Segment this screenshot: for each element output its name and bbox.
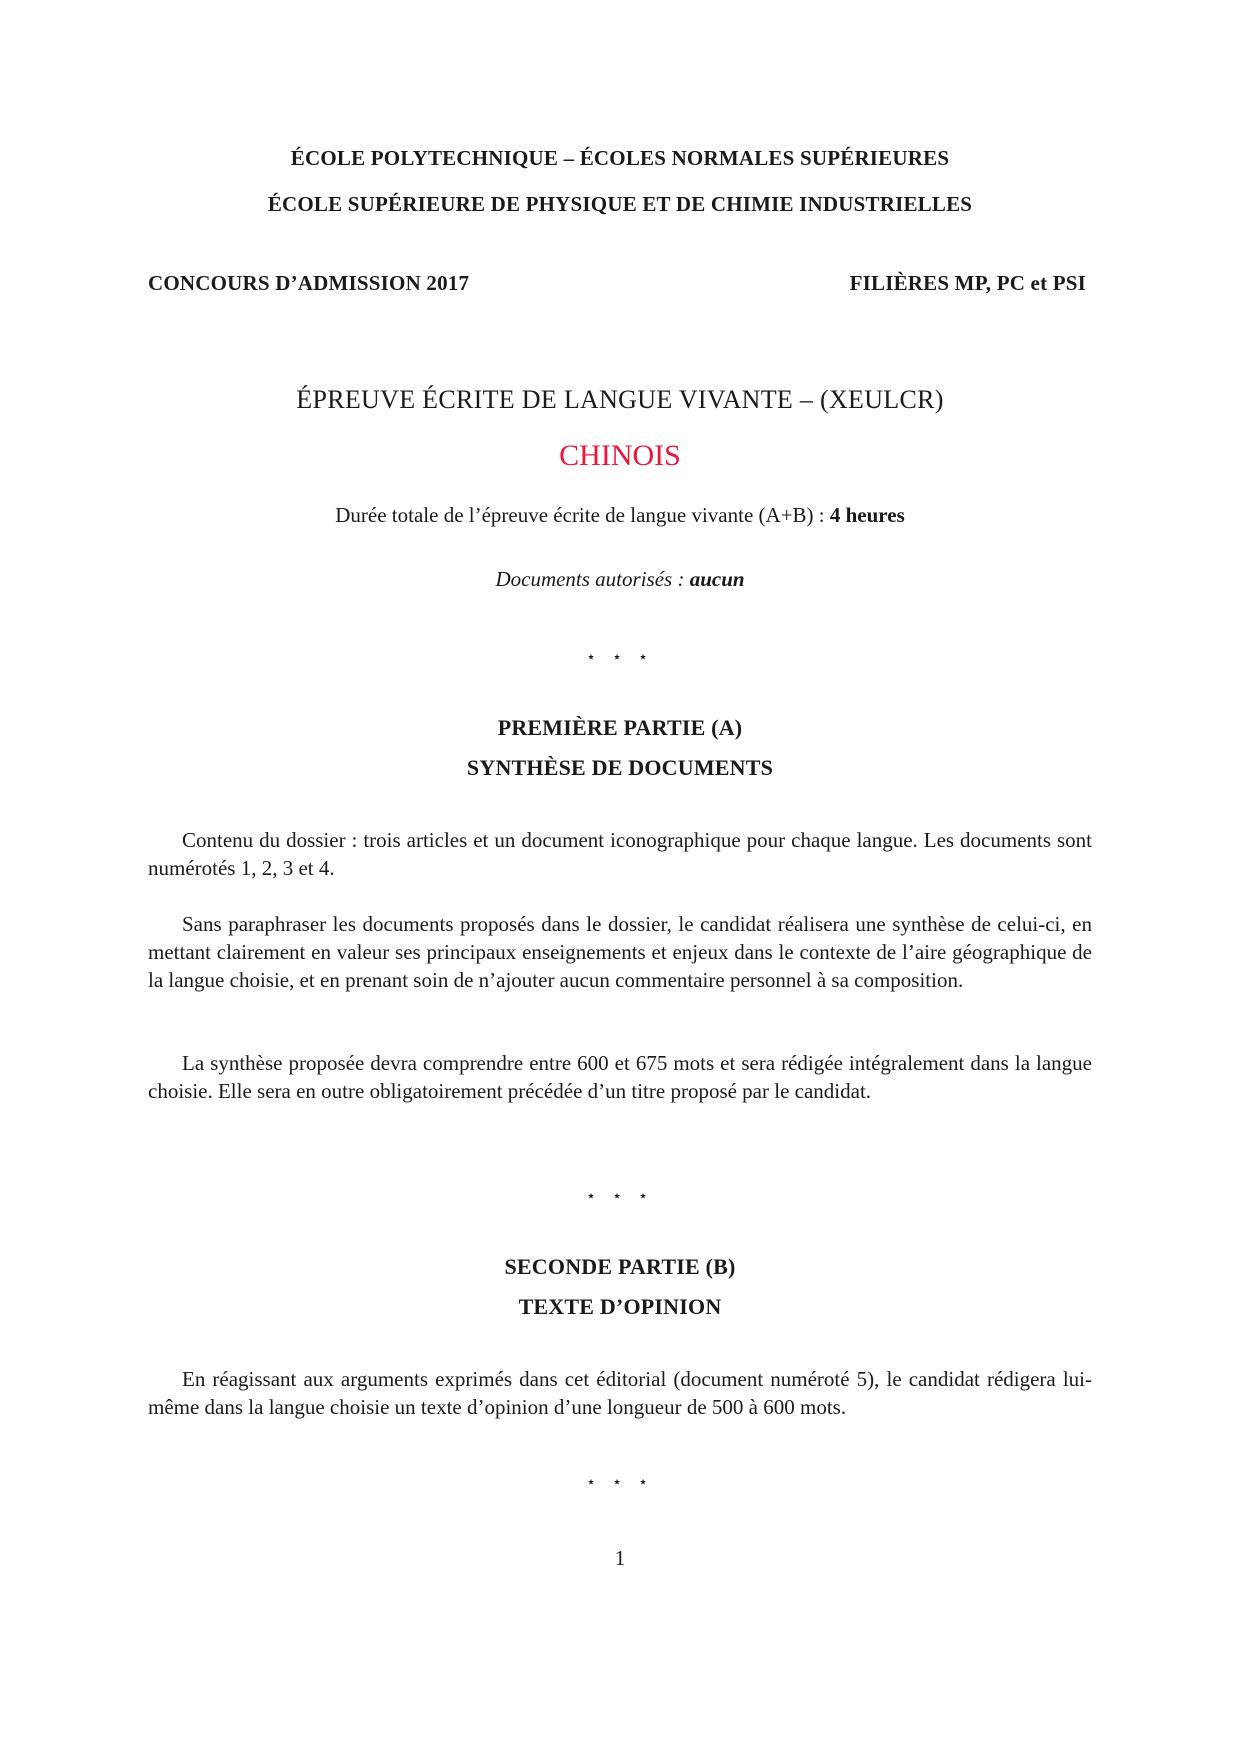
duration-label: Durée totale de l’épreuve écrite de langue vivante (A+B) :: [335, 503, 830, 527]
documents-value: aucun: [689, 567, 745, 591]
part-a-paragraph-3: La synthèse proposée devra comprendre entre 600 et 675 mots et sera rédigée intégralement dans la langue choisie. Elle sera en outre obligatoirement précédée d’un titre proposé par le candidat.: [148, 1051, 1092, 1103]
exam-duration: [0, 503, 1240, 528]
separator-1: ⋆ ⋆ ⋆: [585, 649, 655, 666]
separator-3: ⋆ ⋆ ⋆: [585, 1474, 655, 1491]
exam-title: ÉPREUVE ÉCRITE DE LANGUE VIVANTE – (XEULCR): [296, 385, 944, 414]
documents-authorized: [0, 567, 1240, 592]
part-a-paragraph-2: Sans paraphraser les documents proposés dans le dossier, le candidat réalisera une synthèse de celui-ci, en mettant clairement en valeur ses principaux enseignements et enjeux dans le contexte de l’aire géographique de la langue choisie, et en prenant soin de n’ajouter aucun commentaire personnel à sa composition.: [148, 912, 1092, 992]
part-b-subtitle: TEXTE D’OPINION: [518, 1294, 722, 1319]
part-a-subtitle: SYNTHÈSE DE DOCUMENTS: [466, 755, 774, 780]
page-number: 1: [614, 1546, 626, 1570]
duration-value: 4 heures: [829, 503, 905, 527]
part-b-paragraph-1: En réagissant aux arguments exprimés dans cet éditorial (document numéroté 5), le candidat rédigera lui-même dans la langue choisie un texte d’opinion d’une longueur de 500 à 600 mots.: [148, 1367, 1092, 1419]
exam-subject: CHINOIS: [559, 439, 681, 472]
header-line-2: ÉCOLE SUPÉRIEURE DE PHYSIQUE ET DE CHIMIE INDUSTRIELLES: [267, 192, 973, 216]
header-line-1: ÉCOLE POLYTECHNIQUE – ÉCOLES NORMALES SUPÉRIEURES: [290, 146, 950, 170]
documents-label: Documents autorisés :: [495, 567, 690, 591]
filieres-label: FILIÈRES MP, PC et PSI: [849, 271, 1086, 295]
separator-2: ⋆ ⋆ ⋆: [585, 1188, 655, 1205]
part-a-paragraph-1: Contenu du dossier : trois articles et un document iconographique pour chaque langue. Les documents sont numérotés 1, 2, 3 et 4.: [148, 828, 1092, 880]
part-a-title: PREMIÈRE PARTIE (A): [497, 715, 743, 740]
part-b-title: SECONDE PARTIE (B): [504, 1254, 736, 1279]
concours-label: CONCOURS D’ADMISSION 2017: [148, 271, 470, 295]
